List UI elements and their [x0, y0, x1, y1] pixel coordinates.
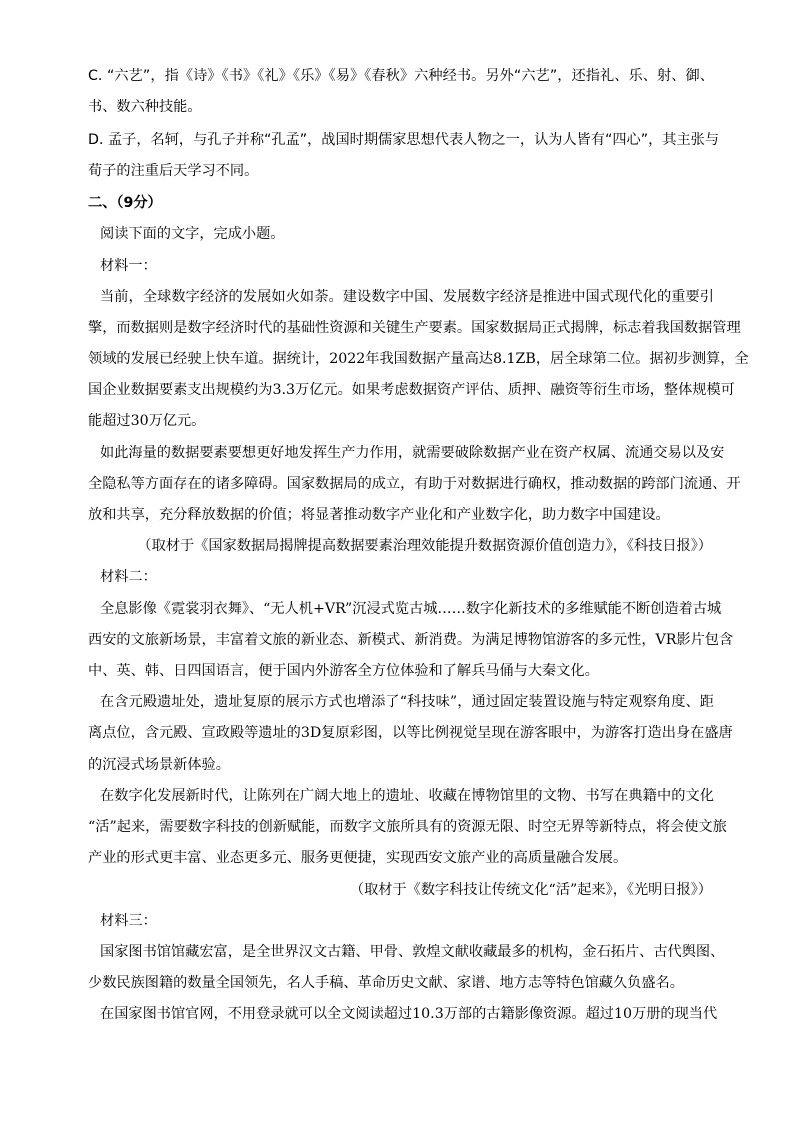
- material-2-source: （取材于《数字科技让传统文化“活”起来》，《光明日报》）: [349, 882, 712, 898]
- section-heading: 二、（9分）: [88, 195, 162, 211]
- material-1-line: 能超过30万亿元。: [88, 413, 206, 429]
- material-2-line: 产业的形式更丰富、业态更多元、服务更便捷，实现西安文旅产业的高质量融合发展。: [88, 850, 628, 866]
- option-c-line-1: C. “六艺”，指《诗》《书》《礼》《乐》《易》《春秋》六种经书。另外“六艺”，还指礼、乐、射、御、: [88, 68, 714, 84]
- material-2-line: 在含元殿遗址处，遗址复原的展示方式也增添了“科技味”，通过固定装置设施与特定观察角度、距: [100, 694, 714, 710]
- material-2-label: 材料二：: [100, 569, 157, 585]
- material-1-line: 全隐私等方面存在的诸多障碍。国家数据局的成立，有助于对数据进行确权，推动数据的跨部门流通、开: [88, 476, 741, 492]
- material-1-source: （取材于《国家数据局揭牌提高数据要素治理效能提升数据资源价值创造力》，《科技日报》）: [137, 538, 712, 554]
- material-3-line: 在国家图书馆官网，不用登录就可以全文阅读超过10.3万部的古籍影像资源。超过10万册的现当代: [100, 1006, 718, 1022]
- option-d-line-2: 荀子的注重后天学习不同。: [88, 163, 259, 179]
- material-3-label: 材料三：: [100, 913, 157, 929]
- section-instruction: 阅读下面的文字，完成小题。: [100, 226, 285, 242]
- material-1-line: 领域的发展已经驶上快车道。据统计，2022年我国数据产量高达8.1ZB，居全球第二位。据初步测算，全: [88, 351, 749, 367]
- material-1-line: 如此海量的数据要素要想更好地发挥生产力作用，就需要破除数据产业在资产权属、流通交易以及安: [100, 445, 725, 461]
- material-1-line: 擎，而数据则是数字经济时代的基础性资源和关键生产要素。国家数据局正式揭牌，标志着我国数据管理: [88, 320, 741, 336]
- material-2-line: 西安的文旅新场景，丰富着文旅的新业态、新模式、新消费。为满足博物馆游客的多元性，VR影片包含: [88, 632, 734, 648]
- material-1-line: 国企业数据要素支出规模约为3.3万亿元。如果考虑数据资产评估、质押、融资等衍生市场，整体规模可: [88, 382, 735, 398]
- material-2-line: 在数字化发展新时代，让陈列在广阔大地上的遗址、收藏在博物馆里的文物、书写在典籍中的文化: [100, 788, 714, 804]
- material-1-line: 放和共享，充分释放数据的价值；将显著推动数字产业化和产业数字化，助力数字中国建设。: [88, 507, 670, 523]
- material-3-line: 国家图书馆馆藏宏富，是全世界汉文古籍、甲骨、敦煌文献收藏最多的机构，金石拓片、古代舆图、: [100, 944, 725, 960]
- material-2-line: 的沉浸式场景新体验。: [88, 757, 230, 773]
- material-2-line: 中、英、韩、日四国语言，便于国内外游客全方位体验和了解兵马俑与大秦文化。: [88, 663, 599, 679]
- material-2-line: “活”起来，需要数字科技的创新赋能，而数字文旅所具有的资源无限、时空无界等新特点，将会使文旅: [88, 819, 727, 835]
- option-c-line-2: 书、数六种技能。: [88, 99, 202, 115]
- material-1-line: 当前，全球数字经济的发展如火如荼。建设数字中国、发展数字经济是推进中国式现代化的重要引: [100, 289, 714, 305]
- material-2-line: 离点位，含元殿、宣政殿等遗址的3D复原彩图，以等比例视觉呈现在游客眼中，为游客打造出身在盛唐: [88, 725, 733, 741]
- option-d-line-1: D. 孟子，名轲，与孔子并称“孔孟”，战国时期儒家思想代表人物之一，认为人皆有“四心”，其主张与: [88, 132, 720, 148]
- material-1-label: 材料一：: [100, 258, 157, 274]
- material-3-line: 少数民族图籍的数量全国领先，名人手稿、革命历史文献、家谱、地方志等特色馆藏久负盛名。: [88, 975, 684, 991]
- material-2-line: 全息影像《霓裳羽衣舞》、“无人机+VR”沉浸式览古城……数字化新技术的多维赋能不断创造着古城: [100, 601, 722, 617]
